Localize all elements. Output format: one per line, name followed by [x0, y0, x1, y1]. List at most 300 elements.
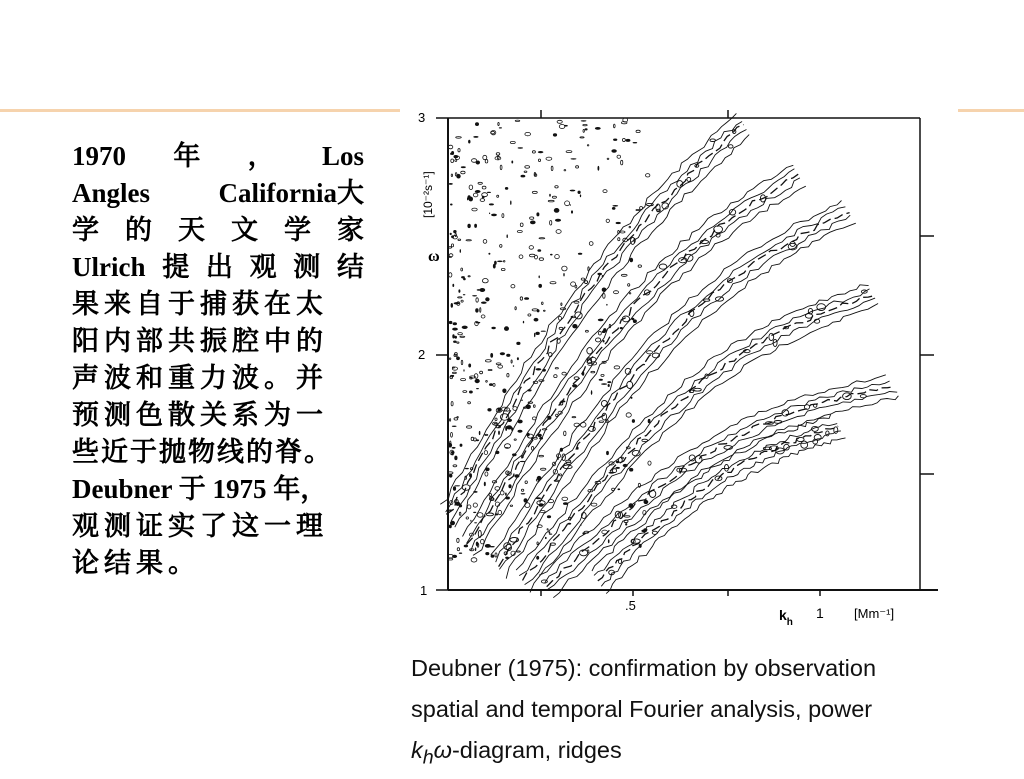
noise-speck [450, 419, 451, 422]
noise-speck [648, 461, 651, 465]
noise-speck [453, 230, 456, 233]
noise-speck [494, 423, 497, 425]
caption-line-2: spatial and temporal Fourier analysis, power [411, 696, 873, 722]
noise-speck [562, 266, 567, 271]
noise-speck [578, 253, 582, 255]
text-line-10: Deubner 于 1975 年， [72, 474, 328, 504]
ridge-contour-line [606, 438, 845, 594]
noise-speck [529, 246, 533, 250]
noise-speck [523, 321, 524, 324]
noise-speck [473, 193, 478, 197]
noise-speck [474, 522, 477, 523]
noise-speck [448, 558, 452, 560]
header-rule-right [958, 109, 1024, 112]
contour-loop [500, 414, 508, 421]
noise-speck [507, 426, 511, 427]
noise-speck [475, 547, 476, 551]
noise-speck [591, 371, 595, 373]
text-line-9: 些近于抛物线的脊。 [72, 437, 333, 467]
noise-speck [491, 327, 495, 329]
contour-loop [790, 242, 795, 247]
noise-speck [466, 517, 468, 519]
noise-speck [479, 431, 481, 435]
contour-loop [647, 203, 654, 205]
noise-speck [636, 130, 640, 132]
noise-speck [480, 308, 481, 313]
noise-speck [487, 192, 491, 193]
noise-speck [553, 133, 557, 136]
caption-line-1: Deubner (1975): confirmation by observation [411, 655, 877, 681]
noise-speck [533, 405, 535, 408]
noise-speck [633, 142, 638, 143]
noise-speck [502, 214, 504, 218]
noise-speck [525, 132, 531, 135]
noise-speck [570, 190, 576, 192]
noise-speck [459, 512, 461, 515]
noise-speck [471, 437, 474, 440]
contour-loop [694, 388, 702, 391]
noise-speck [599, 421, 603, 423]
noise-speck [453, 465, 457, 467]
noise-speck [452, 426, 457, 427]
text-line-6: 阳内部共振腔中的 [72, 326, 328, 356]
noise-speck [458, 333, 463, 335]
noise-speck [547, 515, 551, 518]
noise-speck [450, 233, 452, 235]
noise-speck [467, 197, 469, 200]
noise-speck [561, 303, 562, 306]
noise-speck [451, 432, 453, 437]
ridge-contour-line [592, 415, 831, 571]
contour-loop [486, 513, 493, 516]
text-line-3: 学 的 天 文 学 家 [72, 215, 364, 245]
noise-speck [611, 149, 616, 152]
noise-speck [511, 161, 513, 164]
noise-speck [564, 431, 566, 436]
contour-loop [624, 520, 628, 523]
noise-speck [559, 327, 563, 329]
noise-speck [578, 191, 581, 194]
noise-speck [457, 342, 459, 343]
ridge-contour-line [523, 296, 875, 581]
noise-speck [460, 249, 461, 253]
noise-speck [607, 158, 609, 159]
noise-speck [599, 331, 602, 335]
noise-speck [495, 553, 497, 557]
noise-speck [461, 300, 463, 302]
noise-speck [520, 223, 523, 227]
noise-speck [463, 369, 464, 371]
noise-speck [500, 352, 505, 355]
noise-speck [476, 322, 481, 324]
noise-speck [449, 474, 452, 478]
noise-speck [621, 160, 623, 165]
noise-speck [480, 371, 483, 374]
noise-speck [603, 190, 607, 193]
noise-speck [463, 391, 467, 393]
noise-speck [571, 158, 577, 159]
noise-speck [616, 467, 620, 469]
noise-speck [612, 205, 618, 207]
noise-speck [494, 261, 497, 265]
noise-speck [532, 151, 535, 153]
noise-speck [525, 481, 527, 484]
noise-speck [572, 324, 577, 328]
noise-speck [478, 182, 482, 184]
noise-speck [647, 351, 653, 354]
contour-loop [710, 139, 715, 142]
noise-speck [626, 413, 631, 417]
noise-speck [617, 488, 620, 490]
noise-speck [448, 145, 452, 149]
noise-speck [449, 321, 453, 324]
noise-speck [583, 129, 584, 132]
noise-speck [560, 308, 565, 310]
noise-speck [467, 426, 472, 428]
noise-speck [617, 155, 621, 158]
noise-speck [562, 497, 568, 500]
text-line-8: 预测色散关系为一 [72, 400, 328, 430]
noise-speck [606, 451, 609, 455]
contour-loop [632, 539, 641, 543]
noise-speck [500, 245, 502, 248]
noise-speck [589, 242, 593, 246]
noise-speck [563, 273, 564, 276]
noise-speck [608, 384, 610, 387]
noise-speck [534, 437, 538, 439]
noise-speck [636, 209, 640, 210]
contour-loop [774, 421, 782, 424]
noise-speck [485, 297, 489, 301]
noise-speck [543, 310, 545, 311]
noise-speck [511, 360, 512, 363]
noise-speck [490, 353, 493, 358]
noise-speck [469, 391, 473, 394]
noise-speck [518, 430, 523, 433]
text-line-12: 论结果。 [72, 548, 200, 578]
contour-loop [575, 312, 582, 319]
noise-speck [517, 357, 519, 360]
noise-speck [613, 139, 617, 141]
text-line-2: Angles California大 [72, 178, 364, 208]
noise-speck [464, 545, 468, 548]
noise-speck [488, 369, 492, 370]
noise-speck [520, 297, 522, 300]
noise-speck [452, 372, 456, 373]
noise-speck [536, 212, 539, 216]
noise-speck [555, 186, 558, 188]
noise-speck [549, 531, 551, 533]
noise-speck [536, 368, 542, 370]
noise-speck [549, 534, 552, 535]
noise-speck [454, 485, 460, 486]
noise-speck [603, 294, 605, 299]
noise-speck [572, 417, 576, 418]
contour-loop [695, 456, 702, 463]
contour-loop [541, 580, 547, 583]
noise-speck [502, 389, 506, 394]
noise-speck [521, 489, 523, 491]
noise-speck [581, 278, 584, 280]
noise-speck [516, 551, 520, 552]
noise-speck [481, 315, 485, 318]
noise-speck [629, 226, 631, 228]
noise-speck [475, 308, 478, 312]
x-axis-label: $k_h$ [779, 607, 793, 628]
noise-speck [481, 539, 485, 544]
noise-speck [500, 491, 504, 495]
noise-speck [461, 166, 466, 168]
contour-loop [714, 226, 723, 233]
noise-speck [497, 195, 499, 197]
noise-speck [470, 520, 471, 522]
noise-speck [511, 285, 515, 288]
noise-speck [608, 539, 610, 543]
noise-speck [529, 254, 535, 257]
contour-loop [596, 338, 601, 342]
noise-speck [504, 326, 509, 331]
noise-speck [602, 288, 607, 292]
k-omega-diagram [398, 96, 960, 632]
contour-loop [671, 505, 677, 508]
noise-speck [497, 261, 503, 263]
contour-loop [728, 145, 733, 148]
contour-loop [725, 464, 729, 471]
noise-speck [451, 303, 453, 308]
noise-speck [629, 293, 631, 294]
noise-speck [454, 456, 457, 461]
noise-speck [521, 175, 526, 178]
noise-speck [554, 375, 557, 378]
noise-speck [562, 372, 566, 375]
noise-speck [550, 221, 552, 226]
noise-speck [516, 342, 520, 345]
y-tick-label-2: 2 [418, 347, 426, 362]
noise-speck [565, 201, 570, 206]
contour-loop [462, 485, 470, 491]
noise-speck [452, 334, 454, 338]
noise-speck [536, 479, 539, 481]
noise-speck [476, 161, 480, 165]
noise-speck [560, 474, 562, 476]
contour-loop [588, 426, 595, 431]
contour-loop [801, 441, 808, 448]
noise-speck [555, 368, 558, 369]
contour-loop [615, 511, 620, 518]
noise-speck [526, 405, 531, 410]
noise-speck [451, 151, 454, 155]
noise-speck [489, 203, 494, 205]
noise-speck [454, 336, 457, 339]
noise-speck [508, 484, 511, 488]
noise-speck [624, 516, 630, 518]
noise-speck [485, 360, 491, 362]
noise-speck [449, 183, 453, 185]
noise-speck [524, 171, 527, 172]
y-tick-label-1: 1 [420, 583, 428, 598]
noise-speck [550, 254, 553, 256]
noise-speck [458, 239, 461, 241]
noise-speck [451, 174, 452, 177]
noise-speck [487, 408, 491, 411]
noise-speck [491, 214, 497, 217]
noise-speck [542, 302, 544, 305]
noise-speck [483, 240, 487, 244]
noise-speck [476, 298, 478, 302]
noise-speck [450, 204, 453, 206]
noise-speck [449, 525, 452, 529]
noise-speck [580, 194, 581, 197]
noise-speck [505, 493, 507, 496]
noise-speck [469, 185, 473, 190]
noise-speck [625, 523, 627, 526]
noise-speck [452, 367, 457, 370]
noise-speck [623, 138, 626, 141]
noise-speck [503, 261, 505, 263]
noise-speck [506, 354, 510, 357]
noise-speck [453, 341, 457, 343]
noise-speck [462, 326, 468, 329]
noise-speck [484, 482, 486, 486]
noise-speck [485, 544, 491, 548]
noise-speck [547, 529, 548, 530]
noise-speck [505, 447, 509, 448]
noise-speck [580, 137, 584, 138]
noise-speck [552, 196, 556, 198]
noise-speck [525, 166, 530, 169]
noise-speck [551, 166, 553, 170]
noise-speck [500, 165, 502, 170]
noise-speck [482, 186, 486, 189]
noise-speck [532, 191, 537, 193]
noise-speck [554, 208, 560, 213]
y-axis-label: ω [428, 248, 440, 265]
noise-speck [460, 336, 465, 337]
noise-speck [530, 221, 536, 225]
noise-speck [455, 160, 457, 162]
noise-speck [505, 426, 507, 431]
noise-speck [451, 451, 455, 454]
contour-loop [649, 490, 655, 497]
noise-speck [566, 151, 572, 153]
noise-speck [564, 170, 566, 171]
noise-speck [571, 282, 576, 286]
noise-speck [473, 503, 477, 507]
noise-speck [555, 219, 561, 222]
noise-speck [485, 472, 488, 476]
noise-speck [469, 197, 473, 202]
noise-speck [486, 380, 488, 382]
noise-speck [481, 302, 487, 304]
noise-speck [460, 444, 463, 447]
noise-speck [456, 357, 460, 361]
noise-speck [451, 159, 454, 163]
noise-speck [559, 125, 565, 129]
text-line-5: 果来自于捕获在太 [72, 289, 328, 319]
y-axis-unit: [10⁻²s⁻¹] [421, 171, 435, 218]
noise-speck [465, 468, 469, 469]
noise-speck [595, 127, 601, 130]
noise-speck [475, 379, 480, 383]
noise-speck [456, 137, 462, 139]
noise-speck [453, 322, 457, 325]
noise-speck [601, 374, 604, 376]
noise-speck [571, 210, 573, 213]
noise-speck [482, 279, 488, 283]
noise-speck [550, 282, 556, 284]
noise-speck [489, 383, 493, 386]
noise-speck [461, 360, 463, 364]
noise-speck [485, 552, 489, 555]
noise-speck [618, 238, 620, 241]
noise-speck [459, 553, 462, 554]
noise-speck [461, 268, 463, 271]
noise-speck [598, 319, 604, 322]
noise-speck [548, 200, 554, 202]
noise-speck [510, 201, 511, 205]
noise-speck [539, 455, 544, 457]
noise-speck [628, 284, 630, 287]
text-line-4: Ulrich 提 出 观 测 结 [72, 252, 364, 282]
noise-speck [524, 297, 529, 300]
noise-speck [612, 207, 616, 210]
noise-speck [498, 122, 499, 125]
noise-speck [461, 171, 465, 174]
noise-speck [538, 151, 544, 153]
noise-speck [585, 330, 588, 332]
contour-loop [703, 299, 709, 301]
noise-speck [451, 402, 453, 406]
noise-speck [513, 365, 514, 367]
noise-speck [606, 304, 607, 306]
noise-speck [475, 122, 479, 126]
noise-speck [601, 383, 607, 385]
noise-speck [518, 147, 523, 148]
noise-speck [468, 276, 470, 277]
figure-caption [411, 648, 1011, 779]
text-line-1: 1970 年 ， Los [72, 141, 364, 171]
noise-speck [468, 402, 471, 404]
noise-speck [493, 383, 495, 386]
noise-speck [449, 273, 452, 277]
contour-loop [769, 333, 774, 340]
noise-speck [587, 145, 589, 146]
noise-speck [583, 124, 587, 125]
x-tick-label-half: .5 [625, 598, 636, 613]
noise-speck [614, 291, 619, 294]
noise-speck [454, 418, 458, 420]
y-tick-label-3: 3 [418, 110, 426, 125]
noise-speck [510, 505, 512, 506]
ridge-contour-line [451, 130, 746, 522]
noise-speck [539, 258, 543, 261]
noise-speck [475, 190, 481, 193]
noise-speck [474, 438, 477, 441]
noise-speck [449, 358, 451, 360]
noise-speck [452, 447, 456, 449]
noise-speck [638, 265, 641, 267]
noise-speck [468, 140, 470, 144]
noise-speck [528, 314, 531, 316]
body-paragraph [72, 138, 364, 582]
noise-speck [471, 558, 477, 562]
noise-speck [626, 139, 631, 142]
noise-speck [519, 255, 523, 259]
ridge-contour-line [553, 396, 898, 598]
noise-speck [463, 278, 466, 280]
noise-speck [466, 240, 471, 241]
noise-speck [479, 288, 485, 292]
